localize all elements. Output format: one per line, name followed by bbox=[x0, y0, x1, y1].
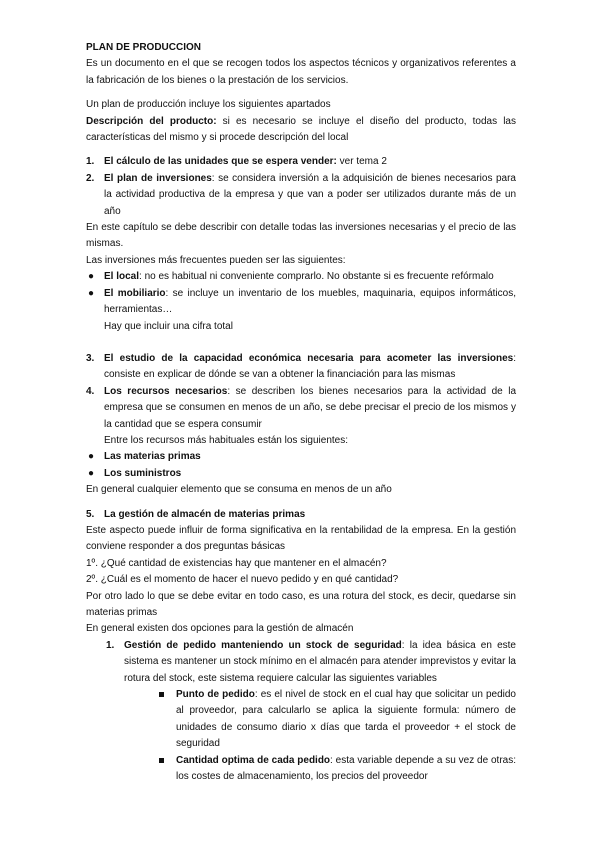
general-paragraph: En general cualquier elemento que se consuma en menos de un año bbox=[86, 484, 392, 496]
list-item-label: La gestión de almacén de materias primas bbox=[104, 508, 306, 520]
bullet-text: : se incluye un inventario de los muebles, maquinaria, equipos informáticos, herramientas… bbox=[104, 287, 516, 316]
list-item bbox=[86, 384, 516, 433]
bullet-label: Las materias primas bbox=[104, 451, 201, 463]
bullet-item bbox=[86, 466, 516, 482]
list-number: 3. bbox=[86, 352, 95, 364]
product-description-text: si es necesario se incluye el diseño del producto, todas las características del mismo y si procede descripción del local bbox=[86, 115, 516, 144]
plan-includes-text: Un plan de producción incluye los siguientes apartados bbox=[86, 99, 331, 111]
bullet-label: El mobiliario bbox=[104, 287, 166, 299]
sub-list-label: Gestión de pedido manteniendo un stock de seguridad bbox=[124, 639, 402, 651]
square-bullet-label: Punto de pedido bbox=[176, 689, 255, 701]
stock-break-paragraph: Por otro lado lo que se debe evitar en todo caso, es una rotura del stock, es decir, quedarse sin materias primas bbox=[86, 590, 516, 618]
bullet-item bbox=[86, 269, 516, 285]
bullet-text: : no es habitual ni conveniente comprarlo. No obstante si es frecuente refórmalo bbox=[139, 271, 494, 283]
list-number: 1. bbox=[86, 156, 95, 168]
square-bullet-text: : esta variable depende a su vez de otras: los costes de almacenamiento, los precios del proveedor bbox=[176, 754, 516, 783]
document-title: PLAN DE PRODUCCION bbox=[86, 42, 202, 53]
bullet-item bbox=[86, 449, 516, 465]
list-item-label: El estudio de la capacidad económica necesaria para acometer las inversiones bbox=[104, 352, 514, 364]
sub-list-item bbox=[86, 638, 516, 687]
list-item-label: Los recursos necesarios bbox=[104, 385, 228, 397]
total-figure-text: Hay que incluir una cifra total bbox=[104, 320, 233, 332]
list-number: 2. bbox=[86, 172, 95, 184]
chapter-paragraph: En este capítulo se debe describir con detalle todas las inversiones necesarias y el precio de las mismas. bbox=[86, 222, 516, 250]
question-1: 1º. ¿Qué cantidad de existencias hay que mantener en el almacén? bbox=[86, 557, 387, 569]
square-bullet-item bbox=[86, 687, 516, 753]
intro-paragraph: Es un documento en el que se recogen todos los aspectos técnicos y organizativos referentes a la fabricación de los bienes o la prestación de los servicios. bbox=[86, 58, 516, 86]
question-2: 2º. ¿Cuál es el momento de hacer el nuevo pedido y en qué cantidad? bbox=[86, 574, 399, 586]
square-bullet-label: Cantidad optima de cada pedido bbox=[176, 754, 331, 766]
list-item-text: ver tema 2 bbox=[336, 156, 387, 168]
square-bullet-icon bbox=[159, 758, 164, 763]
bullet-icon: ● bbox=[88, 451, 95, 463]
frequent-investments-text: Las inversiones más frecuentes pueden ser las siguientes: bbox=[86, 254, 346, 266]
list-item bbox=[86, 507, 516, 523]
sub-list-text: : la idea básica en este sistema es mantener un stock mínimo en el almacén para atender imprevistos y evitar la rotura del stock, este sistema requiere calcular las siguientes variables bbox=[124, 639, 516, 684]
bullet-item bbox=[86, 286, 516, 319]
bullet-icon: ● bbox=[88, 271, 95, 283]
options-text: En general existen dos opciones para la gestión de almacén bbox=[86, 623, 354, 635]
list-item-label: El plan de inversiones bbox=[104, 172, 212, 184]
document-content bbox=[86, 40, 516, 785]
bullet-icon: ● bbox=[88, 467, 95, 479]
bullet-label: Los suministros bbox=[104, 467, 182, 479]
square-bullet-icon bbox=[159, 692, 164, 697]
list-item bbox=[86, 171, 516, 220]
list-number: 5. bbox=[86, 508, 95, 520]
common-resources-text: Entre los recursos más habituales están los siguientes: bbox=[104, 434, 349, 446]
list-item-label: El cálculo de las unidades que se espera vender: bbox=[104, 156, 337, 168]
list-item bbox=[86, 351, 516, 384]
square-bullet-text: : es el nivel de stock en el cual hay que solicitar un pedido al proveedor, para calcularlo se aplica la siguiente formula: número de unidades de consumo diario x días que tarda el proveedor + el stock de seguridad bbox=[176, 689, 516, 750]
list-item bbox=[86, 154, 516, 170]
product-description-label: Descripción del producto: bbox=[86, 115, 217, 127]
sub-list-number: 1. bbox=[106, 639, 115, 651]
aspect-paragraph: Este aspecto puede influir de forma significativa en la rentabilidad de la empresa. En la gestión conviene responder a dos preguntas básicas bbox=[86, 524, 516, 553]
square-bullet-item bbox=[86, 753, 516, 786]
list-item-text: : consiste en explicar de dónde se van a obtener la financiación para las mismas bbox=[104, 352, 516, 381]
bullet-icon: ● bbox=[88, 287, 95, 299]
bullet-label: El local bbox=[104, 271, 140, 283]
product-description-paragraph bbox=[86, 114, 516, 147]
list-item-text: : se describen los bienes necesarios para la actividad de la empresa que se consumen en menos de un año, se debe precisar el precio de los mismos y la cantidad que se espera consumir bbox=[104, 385, 517, 430]
list-item-text: : se considera inversión a la adquisición de bienes necesarios para la actividad productiva de la empresa y que van a poder ser utilizados durante más de un año bbox=[104, 172, 516, 217]
list-number: 4. bbox=[86, 385, 95, 397]
